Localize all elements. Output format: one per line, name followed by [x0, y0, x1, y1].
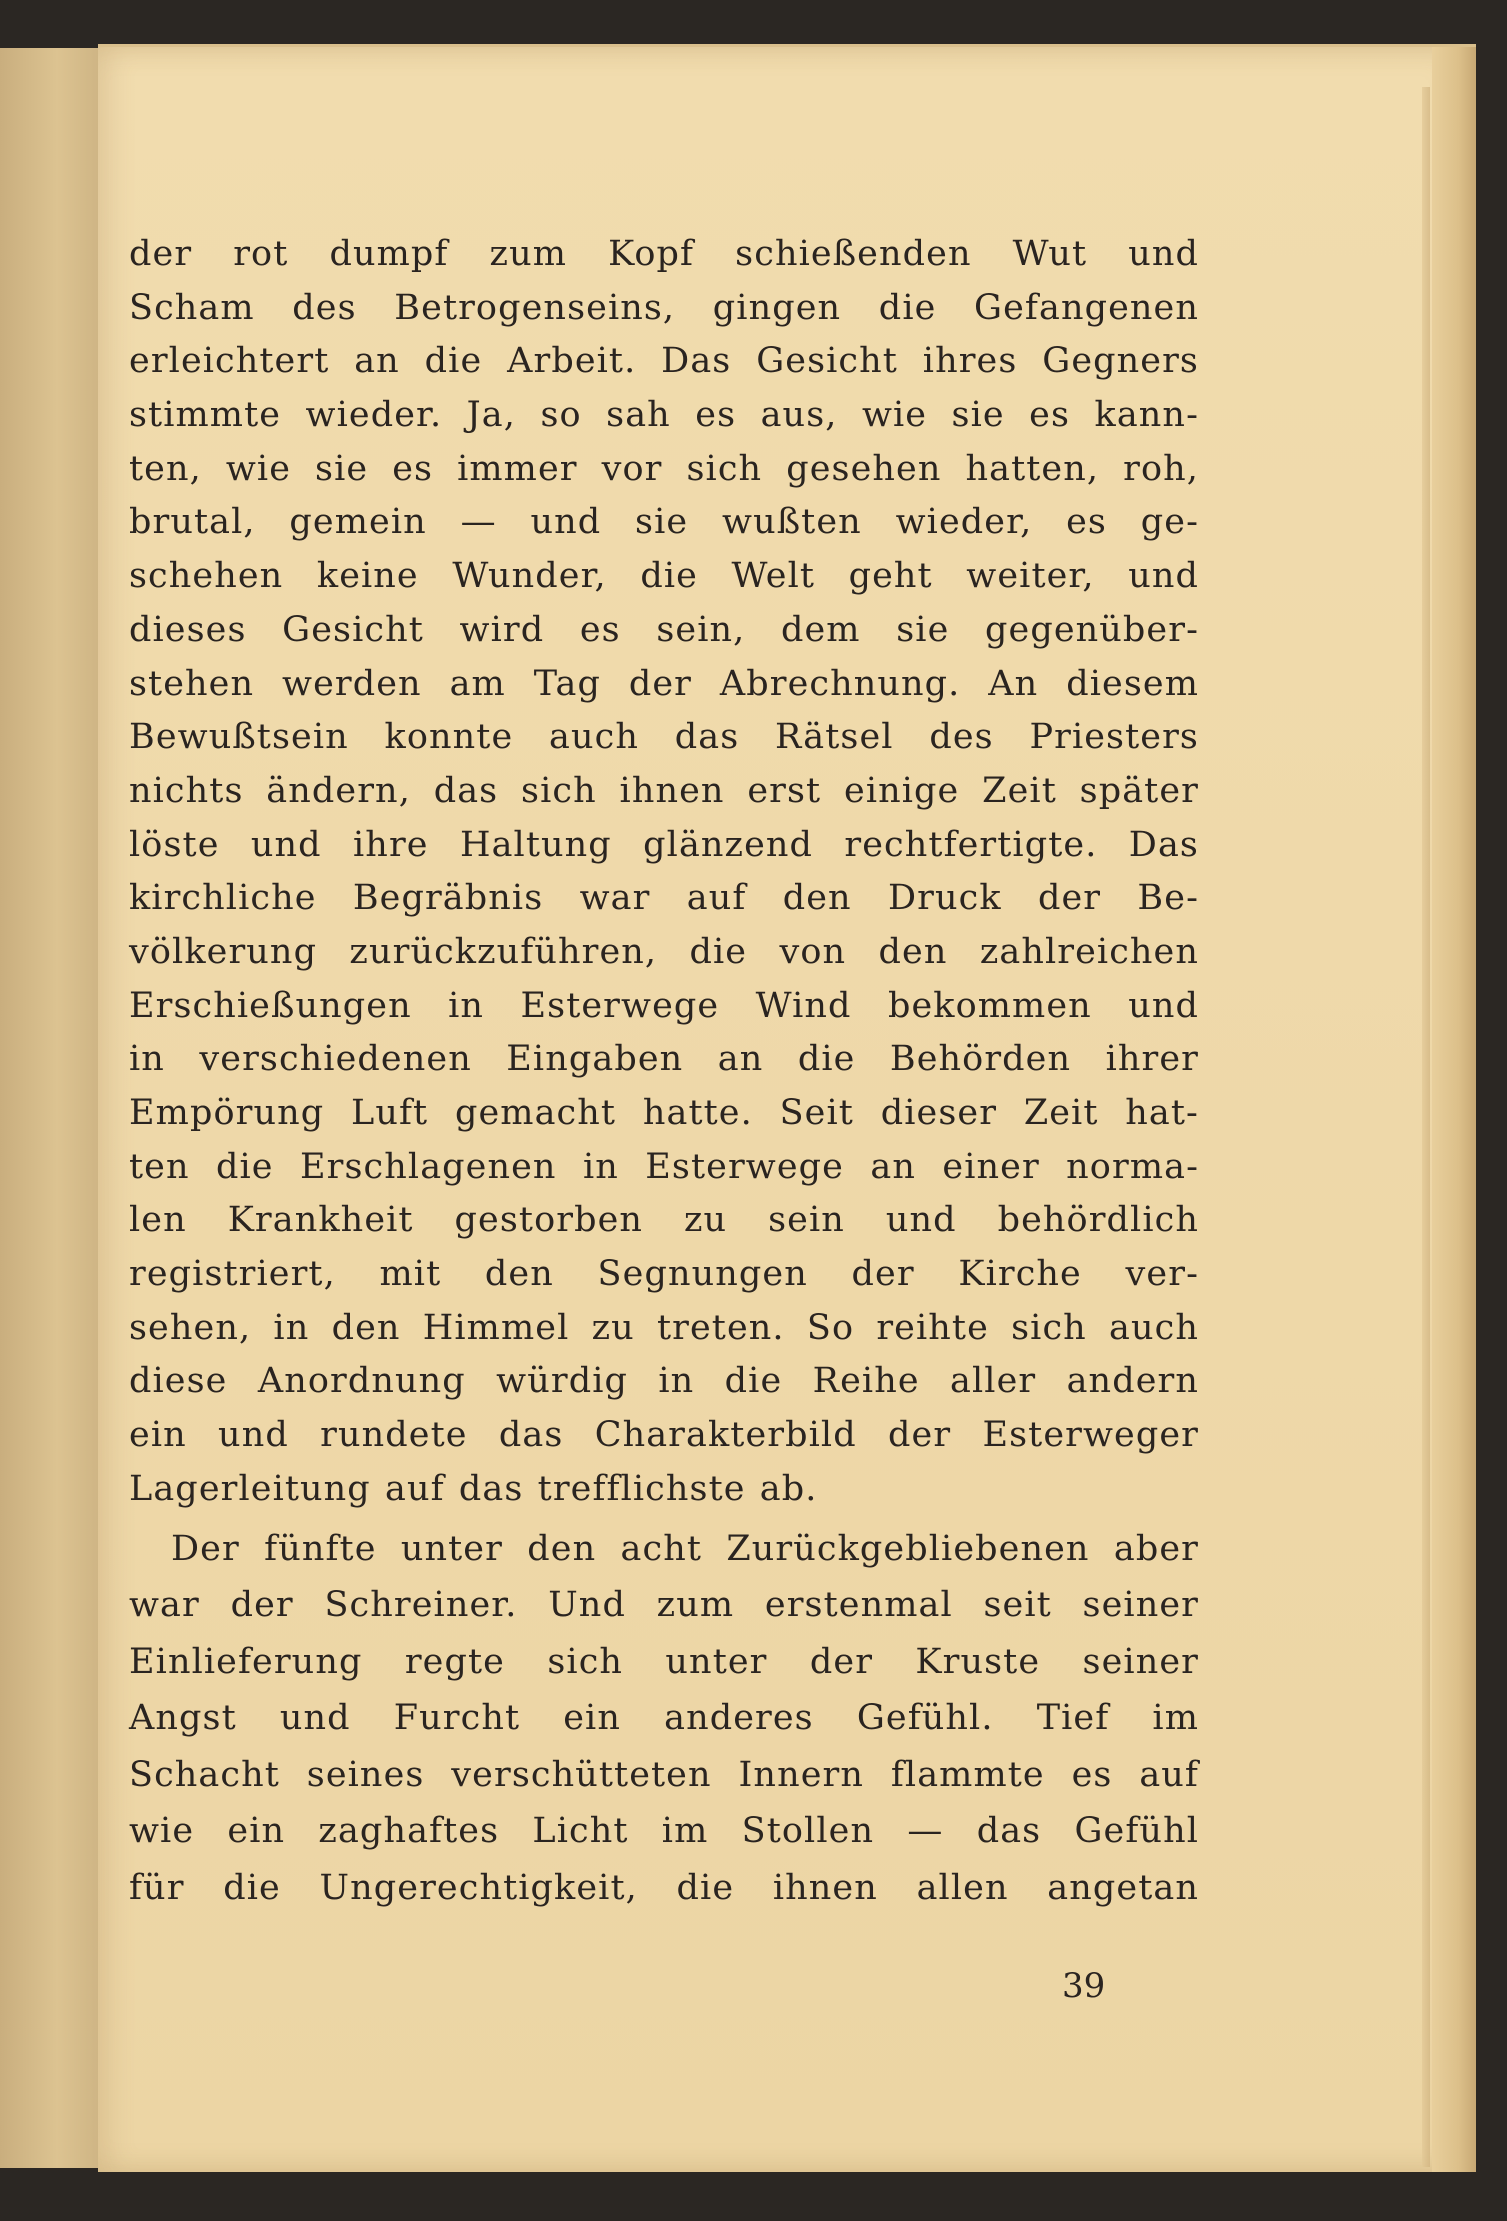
- text-line: Erschießungen in Esterwege Wind bekommen und: [129, 985, 1199, 1026]
- text-line: registriert, mit den Segnungen der Kirche ver-: [129, 1254, 1199, 1295]
- text-line: diese Anordnung würdig in die Reihe aller andern: [129, 1361, 1199, 1402]
- page-fold: [1422, 87, 1430, 2167]
- text-line: Schacht seines verschütteten Innern flammte es auf: [129, 1754, 1199, 1795]
- left-page-edge: [0, 48, 106, 2168]
- paragraph-2: [129, 1521, 1199, 1917]
- text-line: brutal, gemein — und sie wußten wieder, es ge-: [129, 502, 1199, 543]
- text-line: schehen keine Wunder, die Welt geht weiter, und: [129, 556, 1199, 597]
- paragraph-1: [129, 228, 1199, 1517]
- text-line: stimmte wieder. Ja, so sah es aus, wie sie es kann-: [129, 395, 1199, 436]
- text-line: dieses Gesicht wird es sein, dem sie gegenüber-: [129, 609, 1199, 650]
- text-line: für die Ungerechtigkeit, die ihnen allen angetan: [129, 1867, 1199, 1908]
- text-line: ein und rundete das Charakterbild der Esterweger: [129, 1415, 1199, 1456]
- body-text: [129, 228, 1199, 1916]
- text-line: in verschiedenen Eingaben an die Behörden ihrer: [129, 1039, 1199, 1080]
- text-line: len Krankheit gestorben zu sein und behördlich: [129, 1200, 1199, 1241]
- text-line: Empörung Luft gemacht hatte. Seit dieser Zeit hat-: [129, 1093, 1199, 1133]
- text-line: ten die Erschlagenen in Esterwege an einer norma-: [129, 1146, 1199, 1187]
- text-line: nichts ändern, das sich ihnen erst einige Zeit später: [129, 770, 1199, 811]
- page-edge: [1432, 47, 1476, 2172]
- text-line: Einlieferung regte sich unter der Kruste seiner: [129, 1641, 1199, 1682]
- text-line: Scham des Betrogenseins, gingen die Gefangenen: [129, 287, 1199, 328]
- text-line: Bewußtsein konnte auch das Rätsel des Priesters: [129, 717, 1199, 758]
- page-number: 39: [1062, 1966, 1106, 2006]
- text-line: der rot dumpf zum Kopf schießenden Wut und: [129, 234, 1199, 274]
- text-line: ten, wie sie es immer vor sich gesehen hatten, roh,: [129, 448, 1199, 489]
- text-line: Der fünfte unter den acht Zurückgebliebenen aber: [171, 1528, 1199, 1569]
- text-line: Lagerleitung auf das trefflichste ab.: [129, 1468, 818, 1509]
- text-line: Angst und Furcht ein anderes Gefühl. Tief im: [129, 1698, 1199, 1738]
- text-line: wie ein zaghaftes Licht im Stollen — das Gefühl: [129, 1811, 1199, 1851]
- text-line: kirchliche Begräbnis war auf den Druck der Be-: [129, 878, 1199, 919]
- text-line: war der Schreiner. Und zum erstenmal seit seiner: [129, 1585, 1199, 1625]
- text-line: völkerung zurückzuführen, die von den zahlreichen: [129, 931, 1199, 972]
- text-line: stehen werden am Tag der Abrechnung. An diesem: [129, 663, 1199, 704]
- text-line: erleichtert an die Arbeit. Das Gesicht ihres Gegners: [129, 341, 1199, 382]
- text-line: sehen, in den Himmel zu treten. So reihte sich auch: [129, 1307, 1199, 1348]
- text-line: löste und ihre Haltung glänzend rechtfertigte. Das: [129, 824, 1199, 865]
